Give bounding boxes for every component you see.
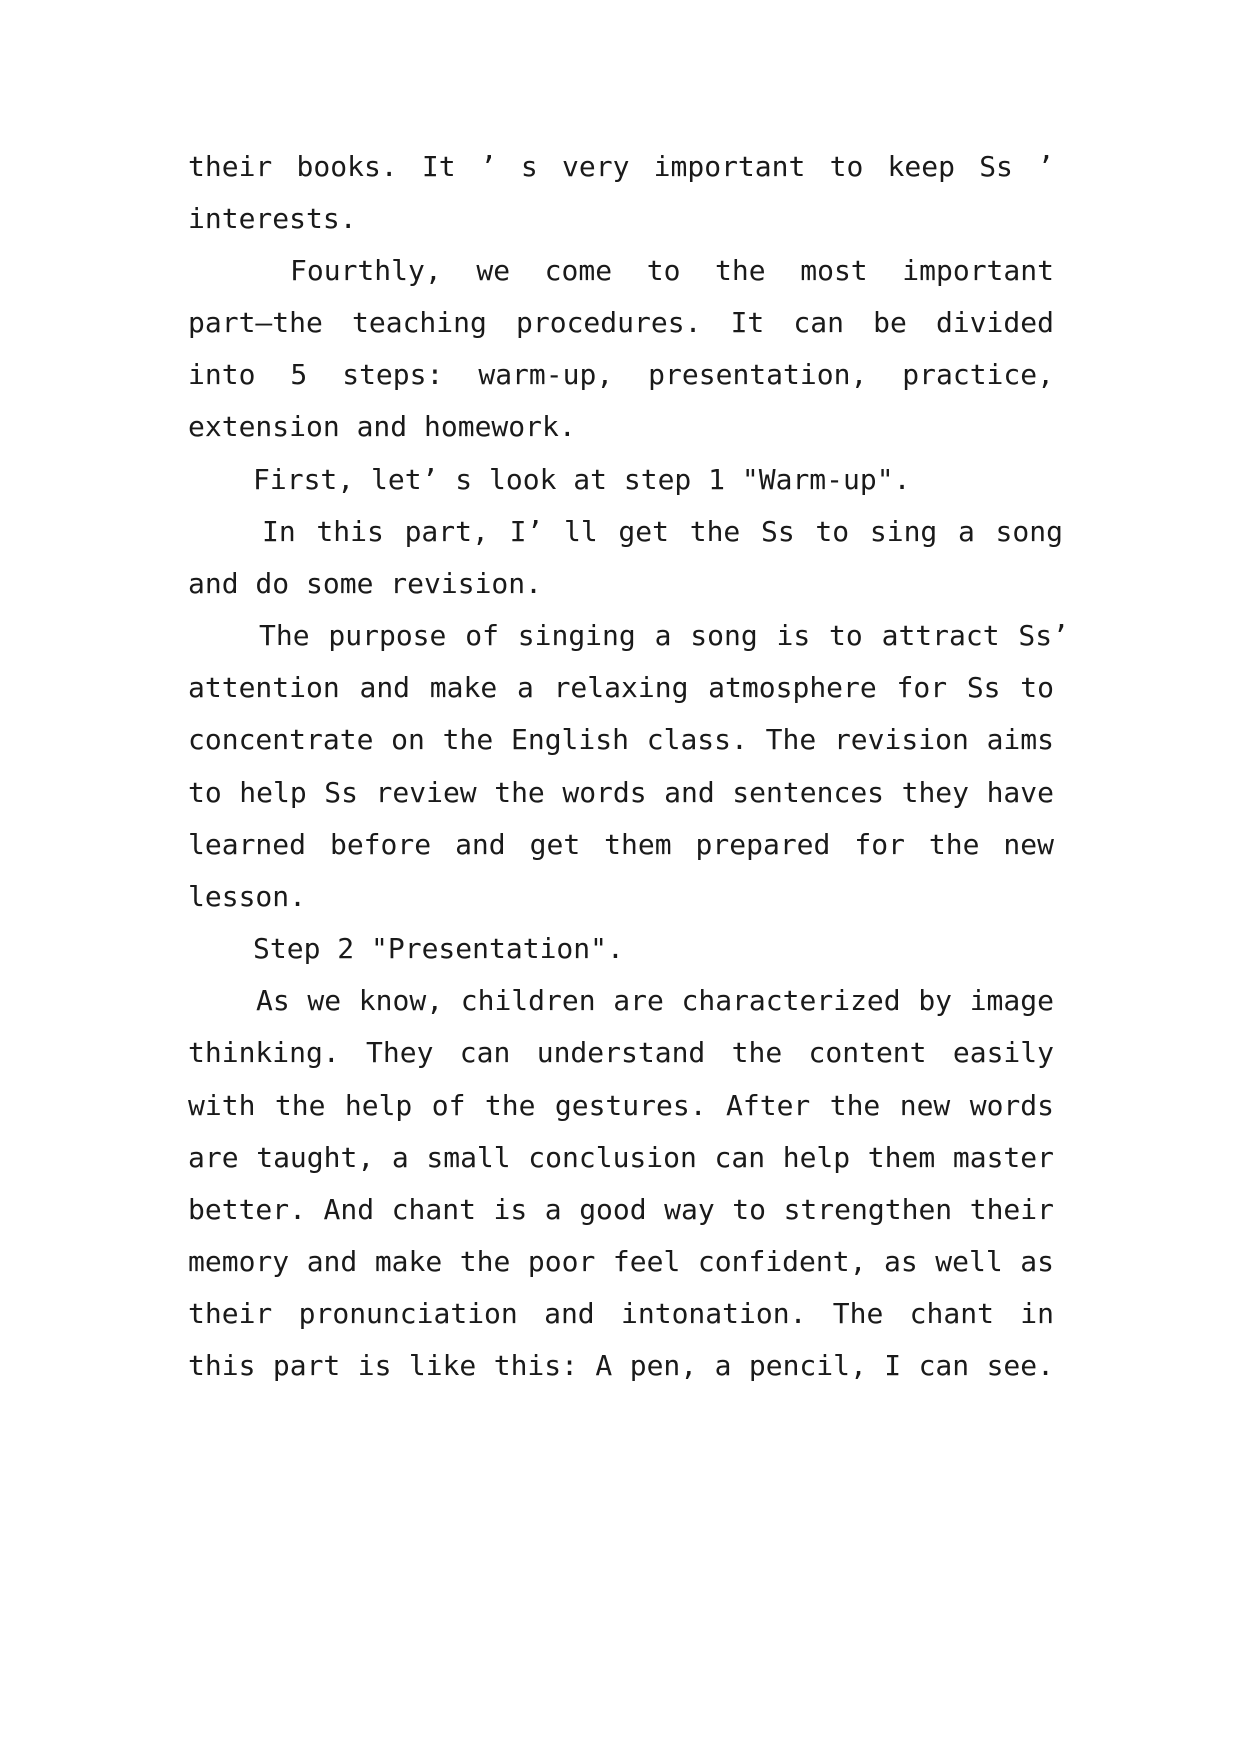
text-line: extension and homework. xyxy=(188,410,576,443)
text-line: attention and make a relaxing atmosphere for Ss to xyxy=(188,671,1054,704)
paragraph-first-line: As we know, children are characterized by image xyxy=(256,984,1054,1017)
text-line: to help Ss review the words and sentences they have xyxy=(188,776,1054,809)
text-line: memory and make the poor feel confident, as well as xyxy=(188,1245,1054,1278)
paragraph-first-line: In this part, I’ ll get the Ss to sing a song xyxy=(262,515,1063,548)
text-line: thinking. They can understand the content easily xyxy=(188,1036,1054,1069)
step-heading: Step 2 "Presentation". xyxy=(253,932,624,965)
text-line: their books. It ’ s very important to keep Ss ’ xyxy=(188,150,1054,183)
text-line: this part is like this: A pen, a pencil, I can see. xyxy=(188,1349,1054,1382)
step-heading: First, let’ s look at step 1 "Warm-up". xyxy=(253,463,911,496)
text-line: better. And chant is a good way to strengthen their xyxy=(188,1193,1054,1226)
text-line: with the help of the gestures. After the new words xyxy=(188,1089,1054,1122)
text-line: learned before and get them prepared for the new xyxy=(188,828,1054,861)
text-line: into 5 steps: warm-up, presentation, practice, xyxy=(188,358,1054,391)
paragraph-first-line: Fourthly, we come to the most important xyxy=(290,254,1054,287)
text-line: and do some revision. xyxy=(188,567,543,600)
text-line: lesson. xyxy=(188,880,307,913)
text-line: are taught, a small conclusion can help them master xyxy=(188,1141,1054,1174)
paragraph-first-line: The purpose of singing a song is to attract Ss’ xyxy=(259,619,1069,652)
text-line: concentrate on the English class. The revision aims xyxy=(188,723,1054,756)
text-line: part—the teaching procedures. It can be divided xyxy=(188,306,1054,339)
text-line: interests. xyxy=(188,202,357,235)
text-line: their pronunciation and intonation. The chant in xyxy=(188,1297,1054,1330)
